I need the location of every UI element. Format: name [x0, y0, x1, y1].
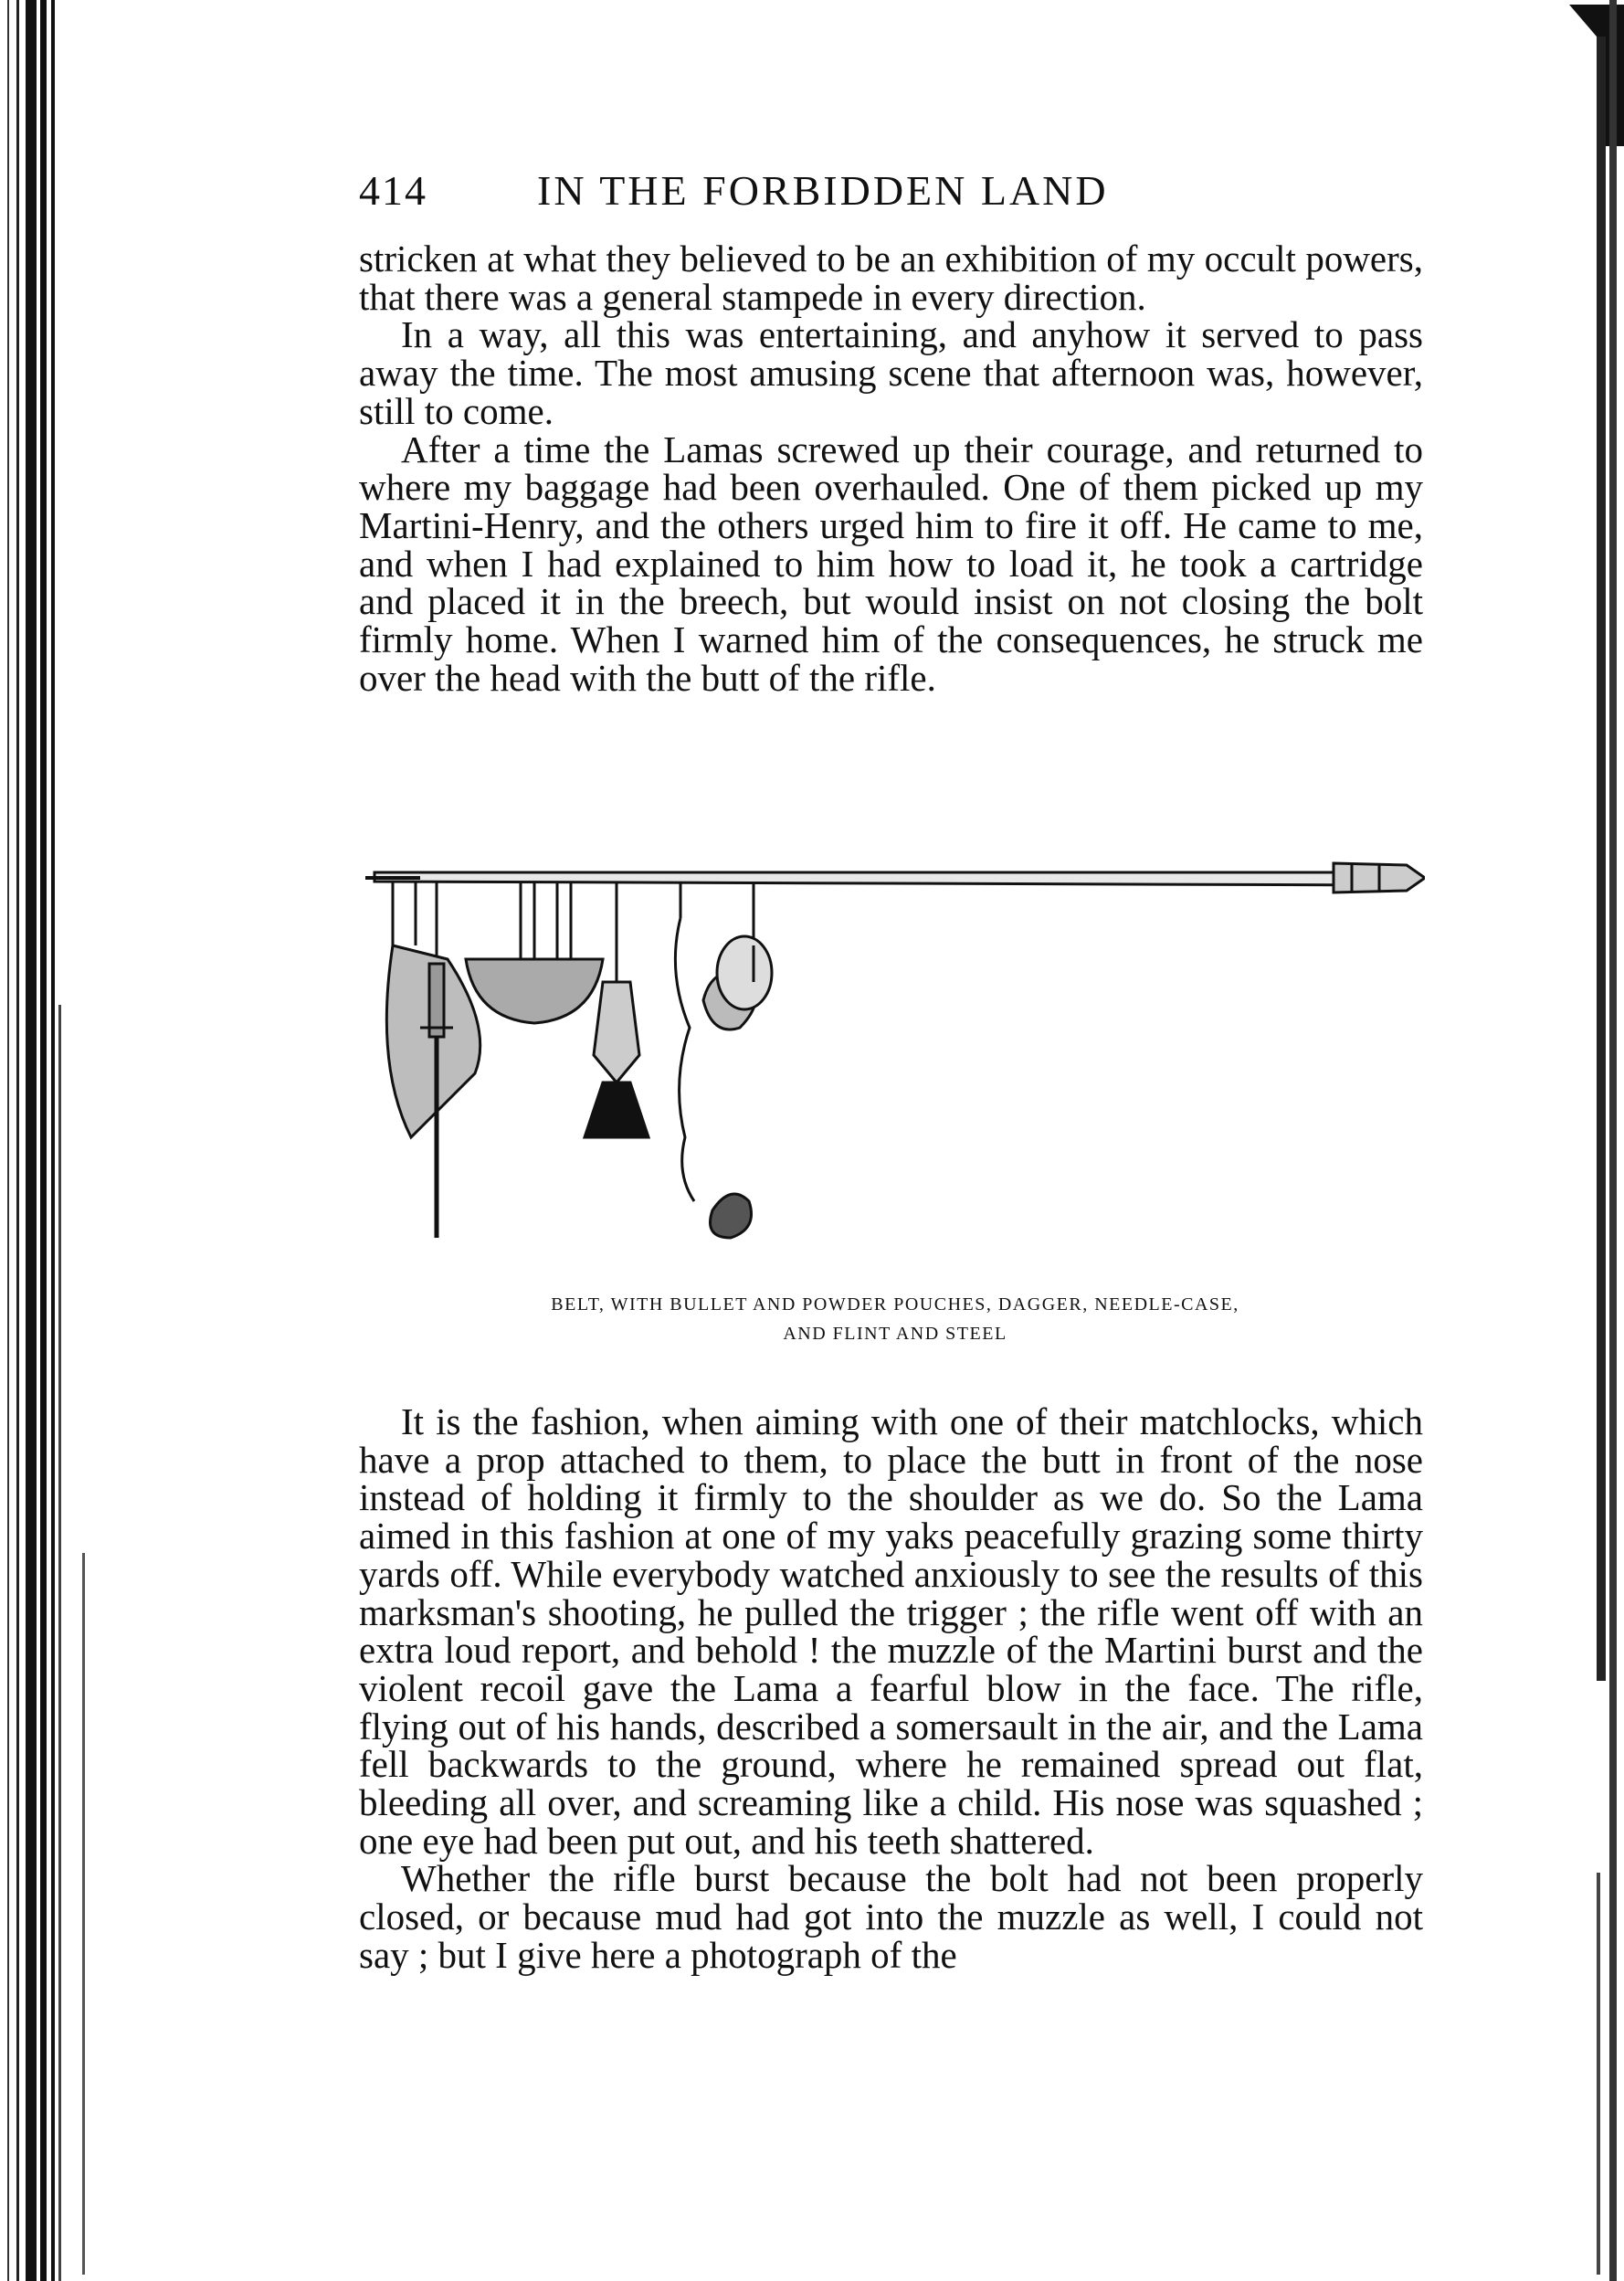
running-header [359, 166, 1423, 221]
belt-illustration [365, 845, 1425, 1265]
figure-caption [384, 1290, 1407, 1348]
running-title: IN THE FORBIDDEN LAND [537, 167, 1109, 214]
paragraph: After a time the Lamas screwed up their courage, and returned to where my baggage had been overhauled. One of them picked up my Martini-Henry, and the others urged him to fire it off. He came to me, and when I had explained to him how to load it, he took a cartridge and placed it in the breech, but would insist on not closing the bolt firmly home. When I warned him of the consequences, he struck me over the head with the butt of the rifle. [359, 428, 1423, 699]
caption-line: BELT, WITH BULLET AND POWDER POUCHES, DAGGER, NEEDLE-CASE, [551, 1294, 1239, 1315]
paragraph: Whether the rifle burst because the bolt had not been properly closed, or because mud had got into the muzzle as well, I could not say ; but I give here a photograph of the [359, 1857, 1423, 1976]
caption-line: AND FLINT AND STEEL [783, 1324, 1007, 1344]
page-number: 414 [359, 167, 427, 214]
left-binding-edge [0, 0, 100, 2281]
paragraph: It is the fashion, when aiming with one of their matchlocks, which have a prop attached to them, to place the butt in front of the nose instead of holding it firmly to the shoulder as we do. So the Lama aimed in this fashion at one of my yaks peacefully grazing some thirty yards off. While everybody watched anxiously to see the results of this marksman's shooting, he pulled the trigger ; the rifle went off with an extra loud report, and behold ! the muzzle of the Martini burst and the violent recoil gave the Lama a fearful blow in the face. The rifle, flying out of his hands, described a somersault in the air, and the Lama fell backwards to the ground, where he remained spread out flat, bleeding all over, and screaming like a child. His nose was squashed ; one eye had been put out, and his teeth shattered. [359, 1400, 1423, 1862]
body-text-upper [359, 240, 1423, 697]
paragraph: In a way, all this was entertaining, and anyhow it served to pass away the time. The most amusing scene that afternoon was, however, still to come. [359, 313, 1423, 432]
paragraph: stricken at what they believed to be an exhibition of my occult powers, that there was a general stampede in every direction. [359, 238, 1423, 318]
right-binding-edge [1569, 0, 1624, 2281]
body-text-lower [359, 1400, 1423, 1976]
